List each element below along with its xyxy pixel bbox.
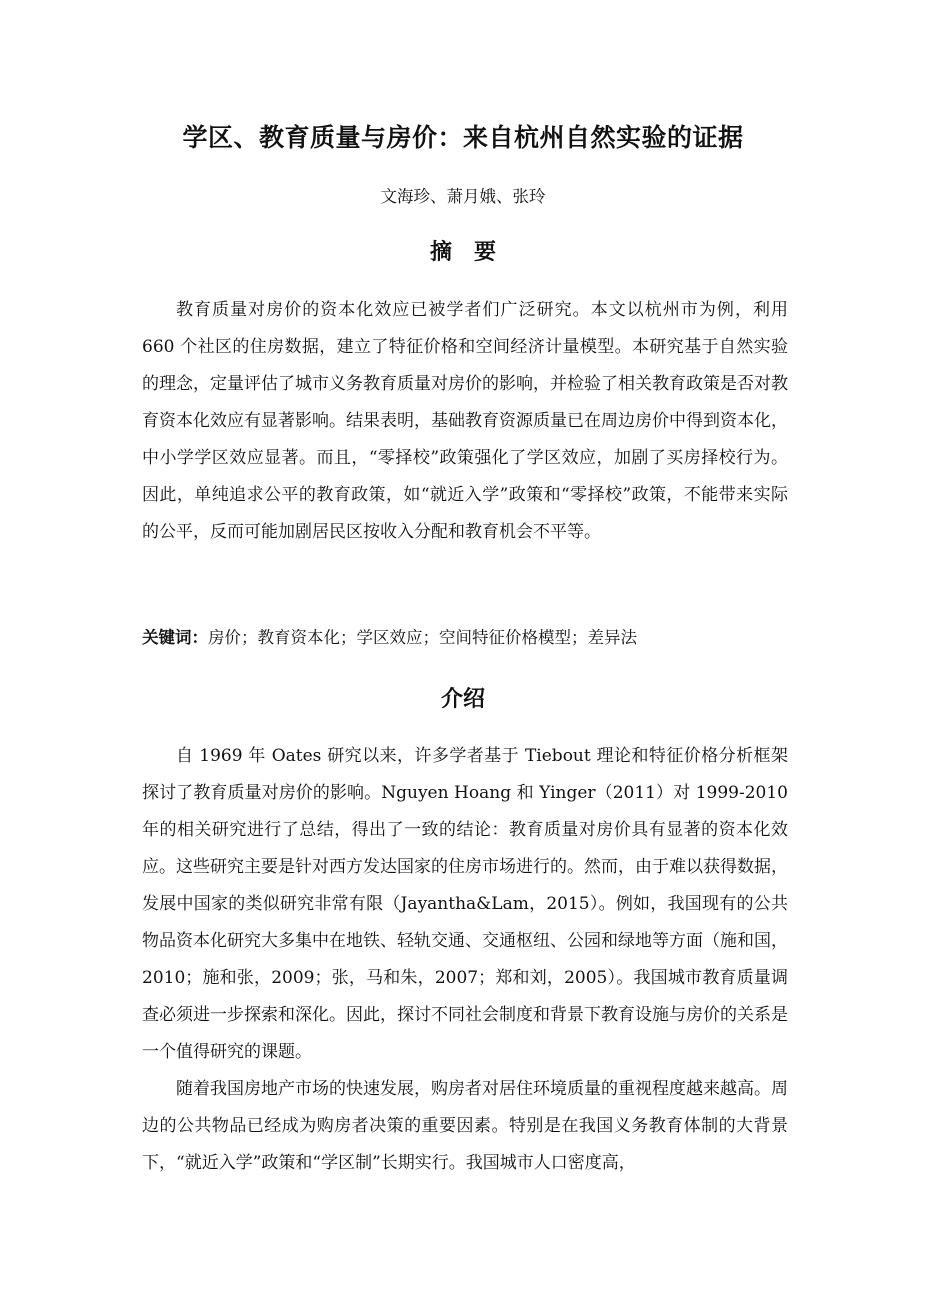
introduction-paragraph: 自 1969 年 Oates 研究以来，许多学者基于 Tiebout 理论和特征价格分析框架探讨了教育质量对房价的影响。Nguyen Hoang 和 Yinger（2011）对 1999-2010 年的相关研究进行了总结，得出了一致的结论：教育质量对房价具有显著的资本化效应。这些研究主要是针对西方发达国家的住房市场进行的。然而，由于难以获得数据，发展中国家的类似研究非常有限（Jayantha&Lam，2015）。例如，我国现有的公共物品资本化研究大多集中在地铁、轻轨交通、交通枢纽、公园和绿地等方面（施和国，2010；施和张，2009；张，马和朱，2007；郑和刘，2005）。我国城市教育质量调查必须进一步探索和深化。因此，探讨不同社会制度和背景下教育设施与房价的关系是一个值得研究的课题。 <box>142 746 788 1062</box>
keywords-line <box>142 620 788 656</box>
abstract-section <box>142 292 788 551</box>
introduction-section <box>142 738 788 1182</box>
abstract-heading: 摘要 <box>429 240 518 265</box>
paper-authors: 文海珍、萧月娥、张玲 <box>380 187 546 206</box>
abstract-paragraph: 教育质量对房价的资本化效应已被学者们广泛研究。本文以杭州市为例，利用 660 个社区的住房数据，建立了特征价格和空间经济计量模型。本研究基于自然实验的理念，定量评估了城市义务教育质量对房价的影响，并检验了相关教育政策是否对教育资本化效应有显著影响。结果表明，基础教育资源质量已在周边房价中得到资本化，中小学学区效应显著。而且，“零择校”政策强化了学区效应，加剧了买房择校行为。因此，单纯追求公平的教育政策，如“就近入学”政策和“零择校”政策，不能带来实际的公平，反而可能加剧居民区按收入分配和教育机会不平等。 <box>142 300 788 542</box>
keywords-label: 关键词： <box>142 628 208 647</box>
introduction-heading: 介绍 <box>440 687 485 712</box>
paper-title: 学区、教育质量与房价：来自杭州自然实验的证据 <box>182 123 744 152</box>
keywords-text: 房价；教育资本化；学区效应；空间特征价格模型；差异法 <box>208 628 637 647</box>
introduction-paragraph: 随着我国房地产市场的快速发展，购房者对居住环境质量的重视程度越来越高。周边的公共物品已经成为购房者决策的重要因素。特别是在我国义务教育体制的大背景下，“就近入学”政策和“学区制”长期实行。我国城市人口密度高， <box>142 1079 788 1173</box>
